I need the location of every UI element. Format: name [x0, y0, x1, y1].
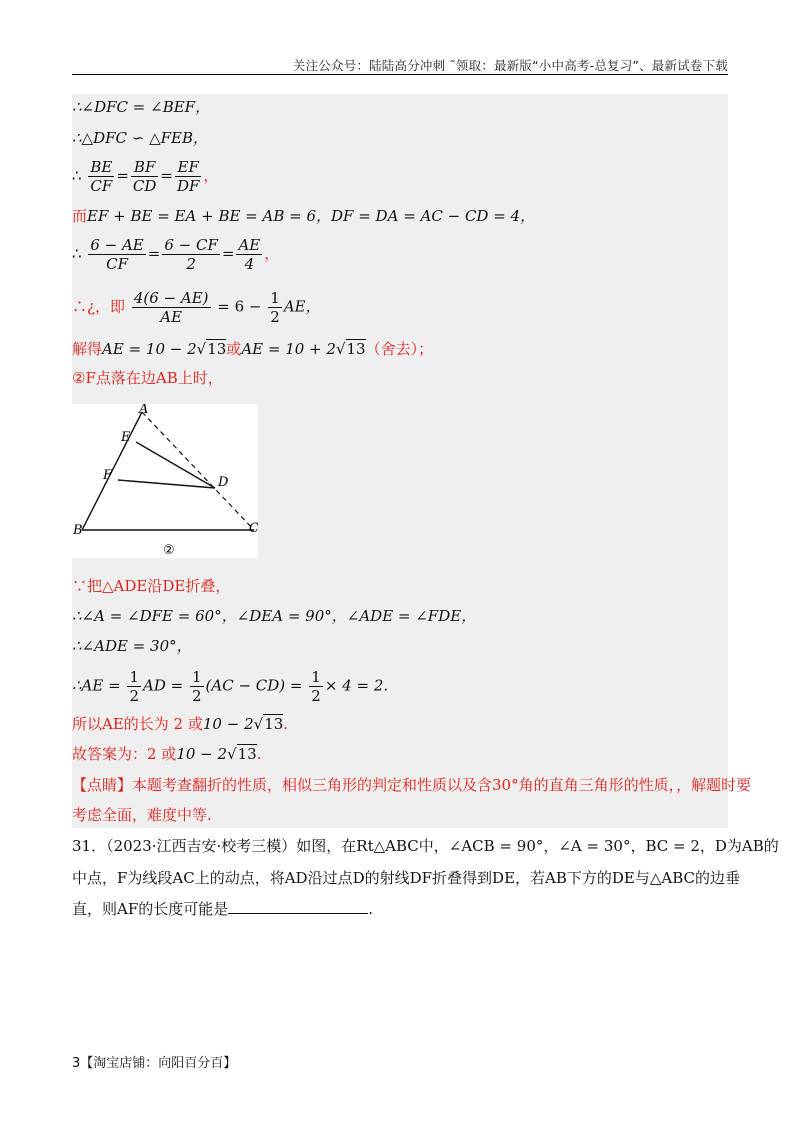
solution-line-5: ∴ $\frac{6 - AE}{CF}$ = $\frac{6 - CF}{2}$ = $\frac{AE}{4}$ ， [72, 236, 280, 273]
question-31-line-1: 31．（2023·江西吉安·校考三模）如图，在Rt△ABC中，∠ACB = 90°，∠A = 30°，BC = 2，D为AB的 [72, 837, 779, 855]
label-e: E [121, 430, 131, 445]
segment-fd [118, 480, 215, 488]
answer-blank[interactable] [228, 899, 368, 914]
segment-ed [136, 442, 215, 488]
solution-line-2: ∴△DFC ∽ △FEB， [72, 129, 209, 147]
label-c: C [249, 521, 258, 536]
triangle-diagram [72, 404, 258, 558]
solution-line-4: 而EF + BE = EA + BE = AB = 6，DF = DA = AC − CD = 4， [72, 207, 536, 225]
key-point-line-2: 考虑全面，难度中等. [72, 806, 212, 824]
header-rule [72, 74, 728, 75]
solution-line-6: ∴¿，即 $\frac{4(6 - AE)}{AE}$ = 6 − $\frac{1}{2}$ AE， [72, 289, 321, 326]
solution-line-10: ∴∠A = ∠DFE = 60°，∠DEA = 90°，∠ADE = ∠FDE， [72, 607, 477, 625]
therefore-symbol: ∴ [72, 166, 82, 185]
solution-line-1: ∴∠DFC = ∠BEF， [72, 98, 211, 116]
fraction: $\frac{6 - CF}{2}$ [164, 236, 218, 273]
solution-line-11: ∴∠ADE = 30°， [72, 637, 192, 655]
solution-line-7: 解得AE = 10 − 2√13或AE = 10 + 2√13（舍去）； [72, 340, 434, 358]
label-f: F [103, 468, 113, 483]
label-b: B [73, 523, 83, 538]
fraction: $\frac{4(6 - AE)}{AE}$ [133, 289, 209, 326]
label-a: A [139, 404, 149, 417]
fraction: $\frac{BE}{CF}$ [90, 158, 113, 195]
fraction: $\frac{BF}{CD}$ [132, 158, 157, 195]
solution-line-3: ∴ $\frac{BE}{CF}$ = $\frac{BF}{CD}$ = $\frac{EF}{DF}$ ， [72, 158, 219, 195]
label-d: D [218, 475, 229, 490]
geometry-figure [72, 404, 258, 558]
fraction: $\frac{AE}{4}$ [238, 236, 261, 273]
solution-line-8: ②F点落在边AB上时， [72, 369, 223, 387]
solution-line-13: 所以AE的长为 2 或10 − 2√13. [72, 715, 289, 733]
question-31-line-2: 中点，F为线段AC上的动点，将AD沿过点D的射线DF折叠得到DE，若AB下方的DE与△ABC的边垂 [72, 869, 740, 887]
fraction: $\frac{1}{2}$ [270, 289, 280, 326]
solution-line-12: ∴AE = $\frac{1}{2}$ AD = $\frac{1}{2}$ (AC − CD) = $\frac{1}{2}$ × 4 = 2. [72, 668, 389, 705]
segment-ac-dashed [142, 412, 254, 530]
figure-caption: ② [163, 543, 175, 558]
fraction: $\frac{6 - AE}{CF}$ [90, 236, 144, 273]
page-header: 关注公众号：陆陆高分冲刺 ˜领取：最新版“小中高考-总复习”、最新试卷下载 [292, 58, 728, 73]
solution-line-14: 故答案为：2 或10 − 2√13. [72, 745, 262, 763]
fraction: $\frac{1}{2}$ [191, 668, 202, 705]
question-31-line-3: 直，则AF的长度可能是 . [72, 900, 374, 918]
solution-line-9: ∵把△ADE沿DE折叠， [72, 577, 231, 595]
fraction: $\frac{1}{2}$ [311, 668, 321, 705]
fraction: $\frac{1}{2}$ [129, 668, 139, 705]
key-point-line-1: 【点睛】本题考查翻折的性质，相似三角形的判定和性质以及含30°角的直角三角形的性质，，解题时要 [72, 776, 752, 794]
page-footer: 3【淘宝店铺：向阳百分百】 [72, 1056, 237, 1071]
fraction: $\frac{EF}{DF}$ [176, 158, 200, 195]
